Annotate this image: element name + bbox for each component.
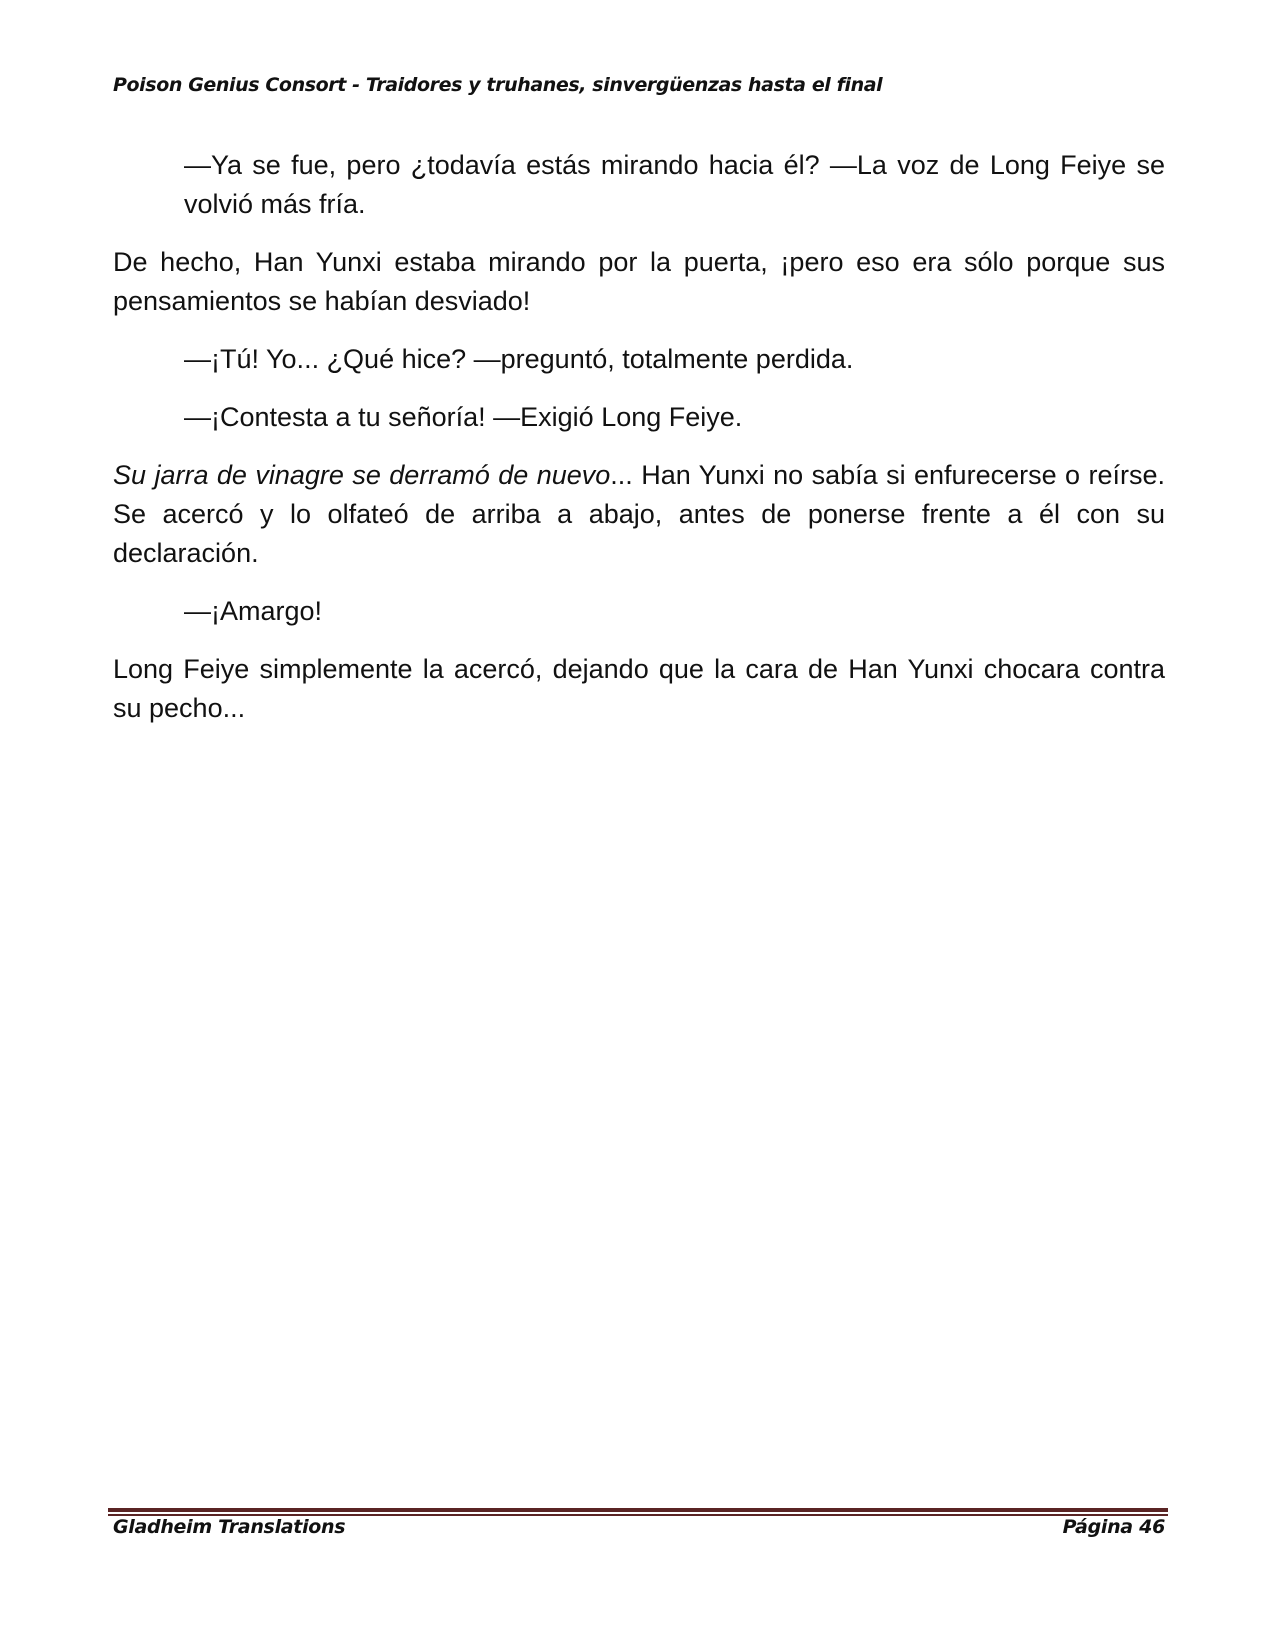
paragraph-5-rest: ... Han Yunxi no sabía si enfurecerse o reírse. Se acercó y lo olfateó de arriba a abajo, antes de ponerse frente a él con su declaración.: [113, 460, 1165, 568]
paragraph-2: De hecho, Han Yunxi estaba mirando por la puerta, ¡pero eso era sólo porque sus pensamientos se habían desviado!: [113, 247, 1165, 316]
page-header: Poison Genius Consort - Traidores y truhanes, sinvergüenzas hasta el final: [113, 74, 883, 96]
paragraph-4: —¡Contesta a tu señoría! —Exigió Long Feiye.: [184, 402, 743, 432]
paragraph-1: —Ya se fue, pero ¿todavía estás mirando hacia él? —La voz de Long Feiye se volvió más fría.: [184, 150, 1165, 219]
body-text: [113, 146, 1165, 747]
footer-rule-thick: [108, 1508, 1168, 1512]
paragraph-3: —¡Tú! Yo... ¿Qué hice? —preguntó, totalmente perdida.: [184, 344, 854, 374]
footer-page-number: Página 46: [1062, 1516, 1165, 1538]
footer-rule: [108, 1508, 1168, 1516]
paragraph-5-italic: Su jarra de vinagre se derramó de nuevo: [113, 460, 611, 490]
paragraph-5: [113, 456, 1165, 573]
paragraph-6: —¡Amargo!: [184, 596, 323, 626]
footer-publisher: Gladheim Translations: [113, 1516, 346, 1538]
paragraph-7: Long Feiye simplemente la acercó, dejando que la cara de Han Yunxi chocara contra su pecho...: [113, 654, 1165, 723]
